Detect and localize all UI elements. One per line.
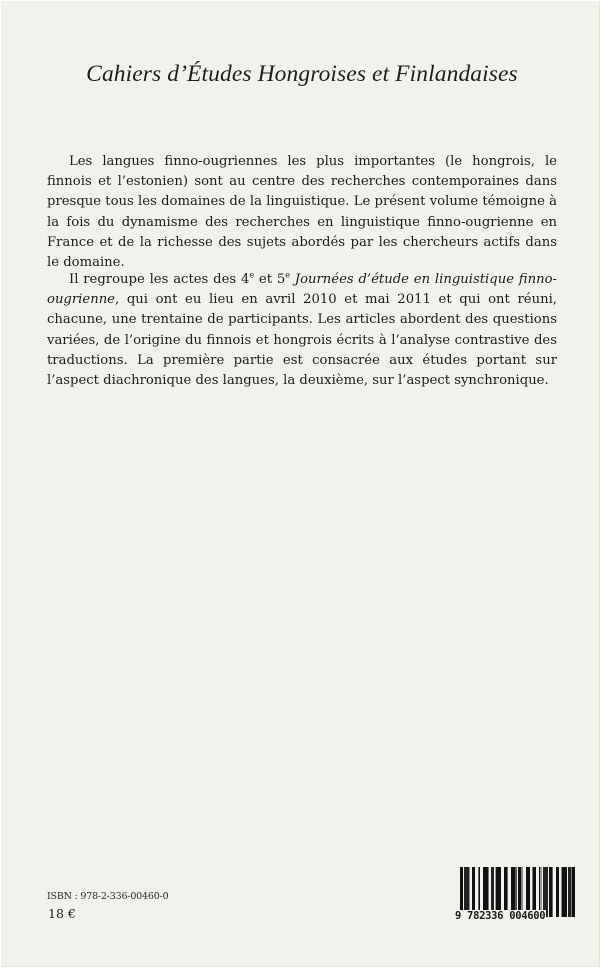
ordinal-superscript: e — [249, 270, 255, 280]
barcode-bar — [572, 867, 575, 917]
back-cover — [1, 1, 600, 967]
blurb-paragraph-2 — [47, 270, 557, 391]
barcode-icon — [455, 867, 576, 925]
paragraph-2-rest: , qui ont eu lieu en avril 2010 et mai 2011 et qui ont réuni, chacune, une trentaine de participants. Les articles abordent des questions variées, de l’origine du finnois et hongrois écrits à l’analyse contrastive des traductions. La première partie est consacrée aux études portant sur l’aspect diachronique des langues, la deuxième, sur l’aspect synchronique. — [47, 292, 557, 389]
series-title: Cahiers d’Études Hongroises et Finlandaises — [86, 61, 518, 87]
price-label: 18 € — [48, 906, 76, 921]
conference-title: Journées d’étude en linguistique finno-ougrienne — [47, 272, 557, 308]
paragraph-2-mid: et 5 — [254, 272, 286, 287]
ordinal-superscript: e — [285, 270, 290, 280]
paragraph-2-lead: Il regroupe les actes des 4 — [69, 272, 250, 287]
isbn-label: ISBN : 978-2-336-00460-0 — [47, 891, 169, 902]
blurb-paragraph-1: Les langues finno-ougriennes les plus importantes (le hongrois, le finnois et l’estonien) sont au centre des recherches contemporaines dans presque tous les domaines de la linguistique. Le présent volume témoigne à la fois du dynamisme des recherches en linguistique finno-ougrienne en France et de la richesse des sujets abordés par les chercheurs actifs dans le domaine. — [47, 154, 557, 271]
barcode-digits: 9 782336 004600 — [455, 910, 546, 922]
